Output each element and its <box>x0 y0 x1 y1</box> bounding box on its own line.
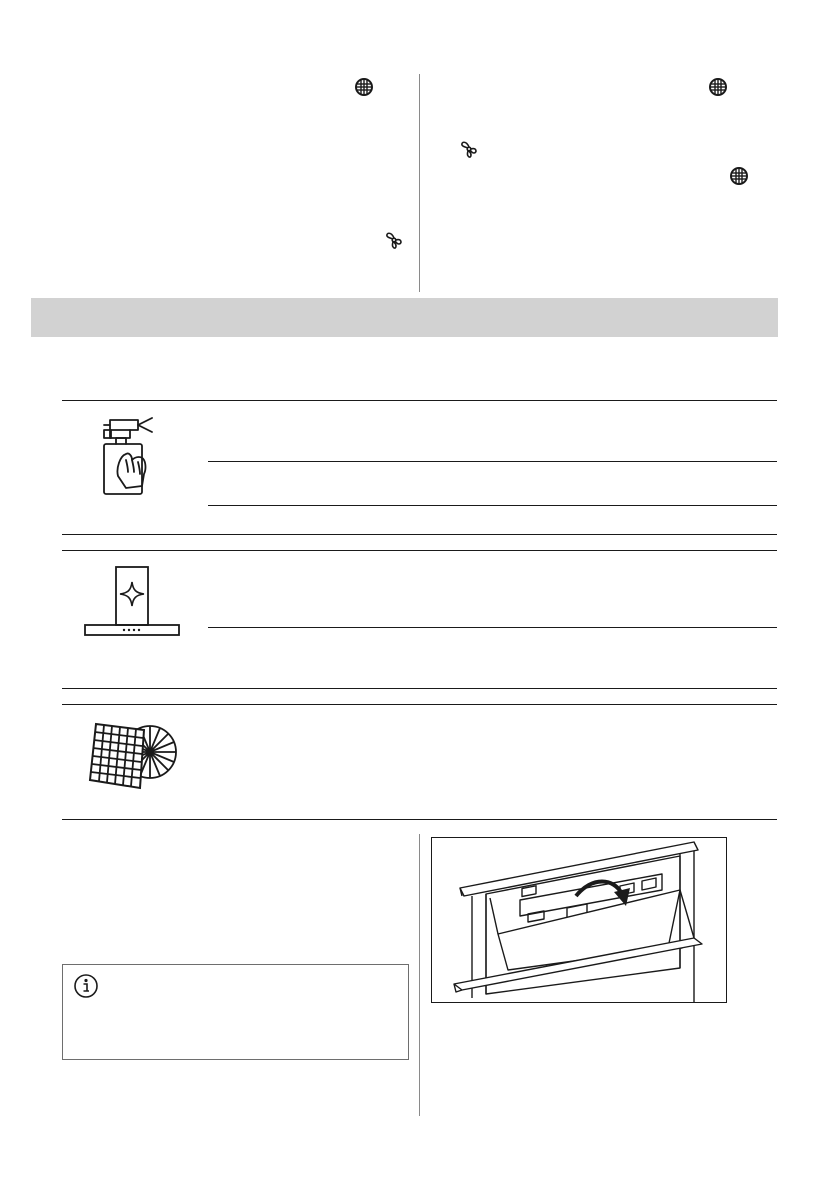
fan-icon <box>458 138 480 160</box>
section-banner <box>31 298 778 337</box>
table-rule <box>62 704 777 705</box>
table-rule <box>62 534 777 535</box>
fan-icon <box>383 229 405 251</box>
table-rule <box>62 550 777 551</box>
sparkling-hood-icon <box>84 566 180 640</box>
carbon-filter-icon <box>80 716 178 792</box>
info-note-box <box>62 964 409 1060</box>
table-rule <box>62 400 777 401</box>
table-rule <box>208 627 777 628</box>
grease-filter-icon <box>354 77 374 97</box>
table-rule <box>62 819 777 820</box>
column-divider-bottom <box>419 834 420 1116</box>
downdraft-hood-illustration <box>432 838 726 1002</box>
hood-panel-figure <box>431 837 727 1003</box>
spray-and-cloth-icon <box>96 416 158 498</box>
grease-filter-icon <box>729 166 749 186</box>
column-divider-top <box>419 74 420 292</box>
table-rule <box>208 505 777 506</box>
table-rule <box>208 461 777 462</box>
info-icon <box>73 973 99 999</box>
grease-filter-icon <box>708 77 728 97</box>
table-rule <box>62 688 777 689</box>
